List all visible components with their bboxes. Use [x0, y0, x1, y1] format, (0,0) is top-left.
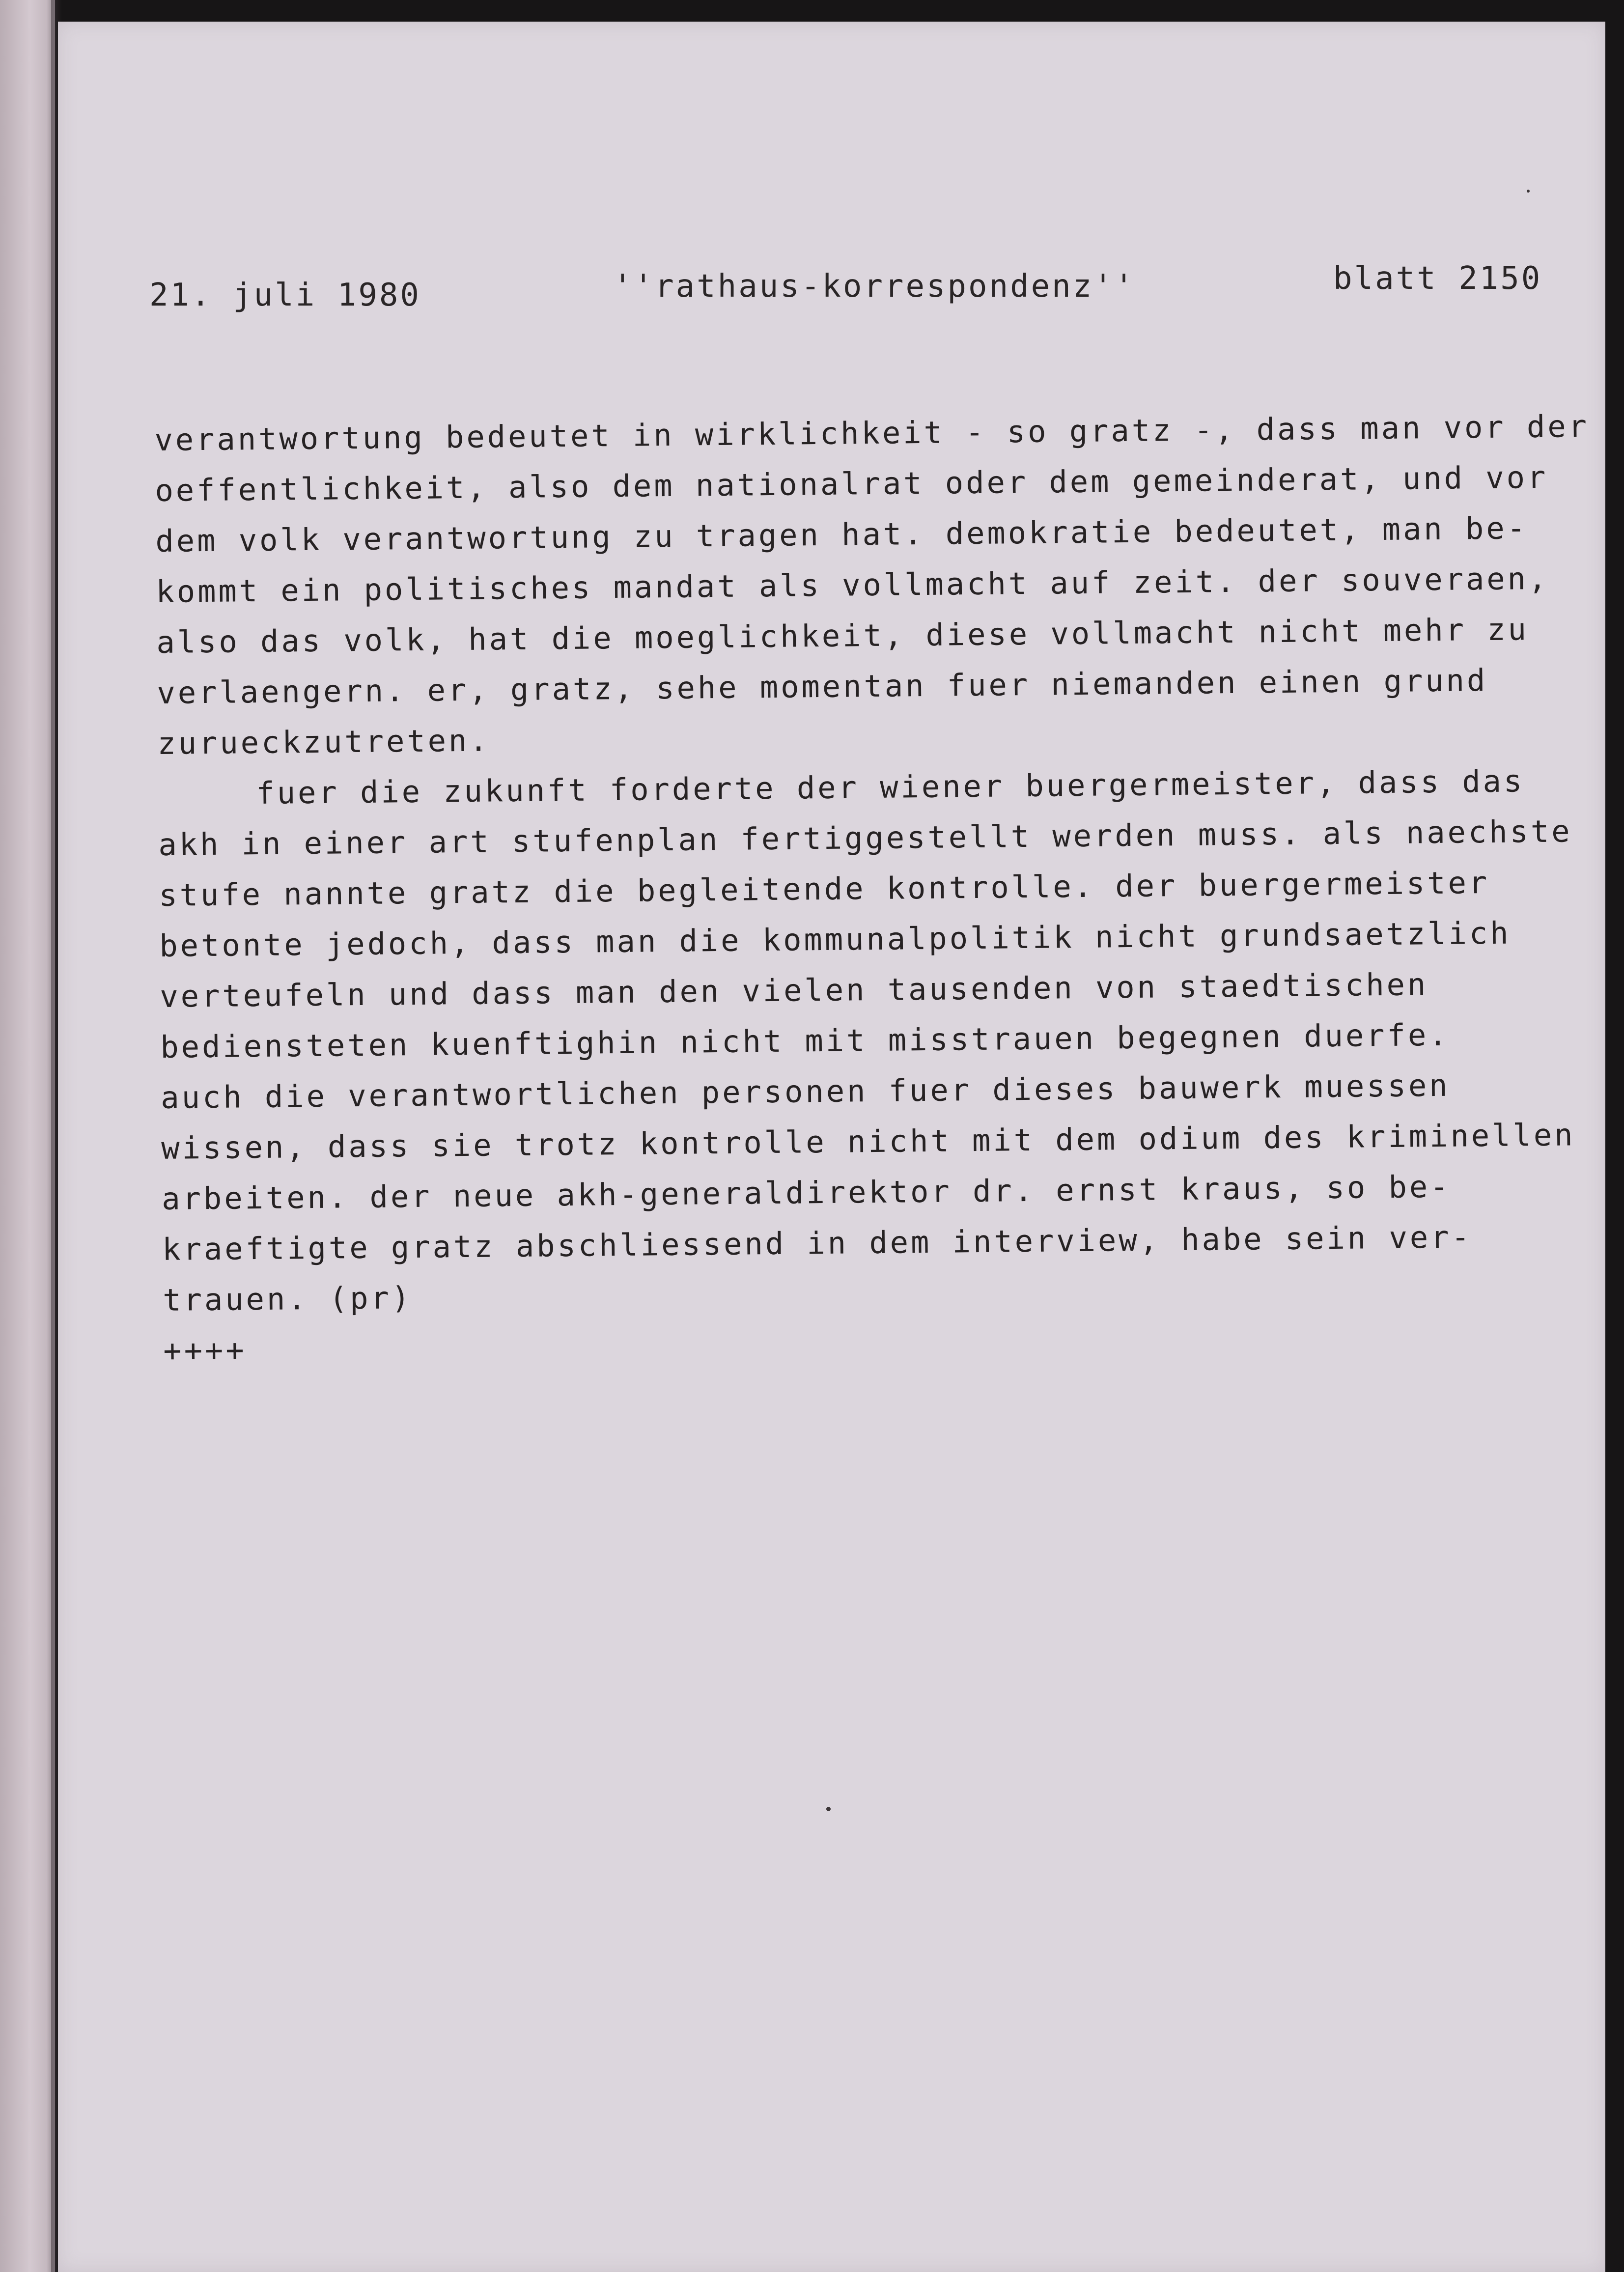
text-line: fuer die zukunft forderte der wiener buergermeister, dass das — [256, 763, 1525, 812]
end-marker: ++++ — [163, 1332, 247, 1369]
text-line: kraeftigte gratz abschliessend in dem interview, habe sein ver- — [162, 1219, 1473, 1267]
paper-speck — [826, 1807, 831, 1811]
text-line: betonte jedoch, dass man die kommunalpolitik nicht grundsaetzlich — [159, 915, 1511, 964]
header-title: ''rathaus-korrespondenz'' — [613, 268, 1136, 305]
text-line: verteufeln und dass man den vielen tausenden von staedtischen — [160, 966, 1428, 1014]
header-date: 21. juli 1980 — [149, 277, 421, 313]
text-line: auch die verantwortlichen personen fuer dieses bauwerk muessen — [160, 1067, 1450, 1116]
text-line: also das volk, hat die moeglichkeit, diese vollmacht nicht mehr zu — [156, 611, 1529, 660]
text-line: stufe nannte gratz die begleitende kontrolle. der buergermeister — [159, 864, 1490, 913]
document-page — [58, 22, 1605, 2272]
text-line: arbeiten. der neue akh-generaldirektor dr. ernst kraus, so be- — [161, 1168, 1451, 1217]
text-line: verlaengern. er, gratz, sehe momentan fuer niemanden einen grund — [157, 662, 1488, 711]
text-line: verantwortung bedeutet in wirklichkeit - so gratz -, dass man vor der — [154, 408, 1590, 458]
text-line: trauen. (pr) — [162, 1280, 413, 1318]
text-line: oeffentlichkeit, also dem nationalrat oder dem gemeinderat, und vor — [155, 459, 1548, 508]
text-line: dem volk verantwortung zu tragen hat. demokratie bedeutet, man be- — [155, 510, 1528, 559]
header-sheet-number: blatt 2150 — [1333, 260, 1542, 297]
text-line: akh in einer art stufenplan fertiggestellt werden muss. als naechste — [158, 813, 1572, 863]
previous-page-edge — [0, 0, 55, 2272]
text-line: kommt ein politisches mandat als vollmacht auf zeit. der souveraen, — [156, 560, 1549, 610]
paper-speck — [1527, 190, 1530, 193]
text-line: bediensteten kuenftighin nicht mit misstrauen begegnen duerfe. — [160, 1016, 1450, 1065]
page-header — [58, 252, 1605, 313]
text-line: zurueckzutreten. — [157, 722, 490, 761]
text-line: wissen, dass sie trotz kontrolle nicht mit dem odium des kriminellen — [161, 1117, 1575, 1166]
body-text — [154, 401, 1588, 1376]
